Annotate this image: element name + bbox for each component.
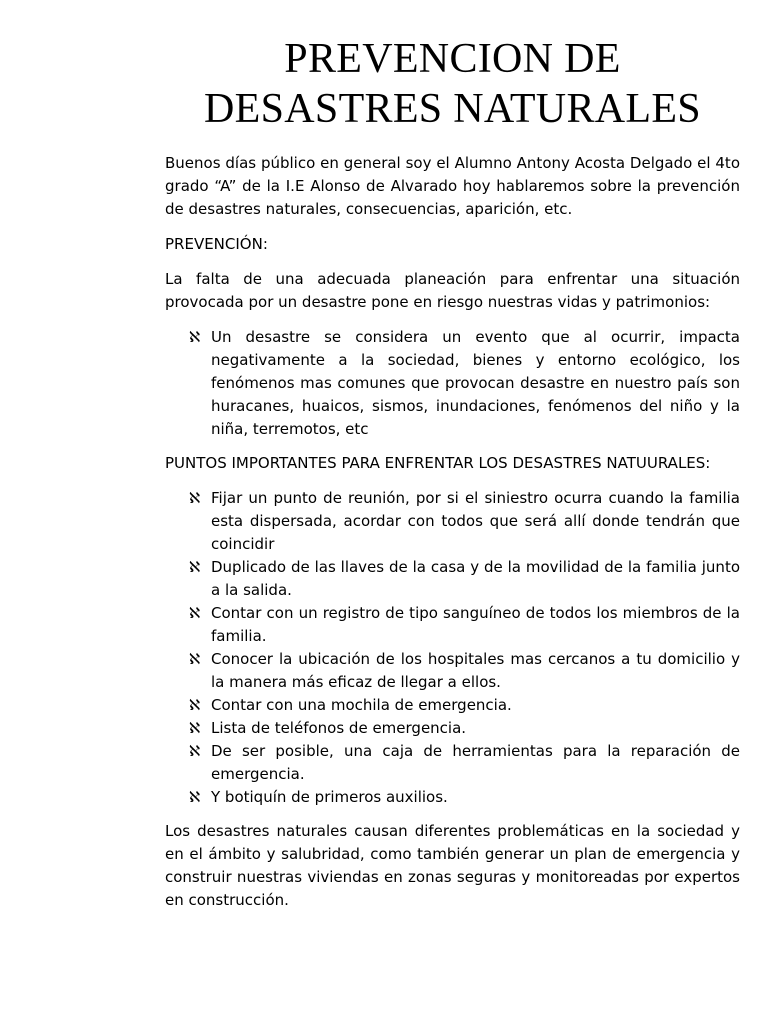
section-paragraph-prevencion: La falta de una adecuada planeación para enfrentar una situación provocada por un desastre pone en riesgo nuestras vidas y patrimonios: xyxy=(165,270,740,311)
list-item xyxy=(189,740,740,786)
section-heading-prevencion: PREVENCIÓN: xyxy=(165,235,268,253)
section-heading-puntos: PUNTOS IMPORTANTES PARA ENFRENTAR LOS DESASTRES NATUURALES: xyxy=(165,454,711,472)
list-item xyxy=(189,326,740,441)
list-item xyxy=(189,602,740,648)
list-item-text: Contar con un registro de tipo sanguíneo de todos los miembros de la familia. xyxy=(211,604,740,645)
aleph-bullet-icon: ℵ xyxy=(189,696,201,714)
list-item-text: De ser posible, una caja de herramientas para la reparación de emergencia. xyxy=(211,742,740,783)
aleph-bullet-icon: ℵ xyxy=(189,742,201,760)
document-page xyxy=(165,34,740,924)
list-item-text: Fijar un punto de reunión, por si el siniestro ocurra cuando la familia esta dispersada, acordar con todos que será allí donde tendrán que coincidir xyxy=(211,489,740,553)
list-item xyxy=(189,487,740,556)
title-line-2: DESASTRES NATURALES xyxy=(204,86,701,132)
conclusion-paragraph: Los desastres naturales causan diferentes problemáticas en la sociedad y en el ámbito y salubridad, como también generar un plan de emergencia y construir nuestras viviendas en zonas seguras y monitoreadas por expertos en construcción. xyxy=(165,822,740,909)
list-item xyxy=(189,717,740,740)
list-item xyxy=(189,786,740,809)
list-item xyxy=(189,648,740,694)
intro-paragraph: Buenos días público en general soy el Alumno Antony Acosta Delgado el 4to grado “A” de la I.E Alonso de Alvarado hoy hablaremos sobre la prevención de desastres naturales, consecuencias, aparición, etc. xyxy=(165,154,740,218)
aleph-bullet-icon: ℵ xyxy=(189,604,201,622)
aleph-bullet-icon: ℵ xyxy=(189,650,201,668)
document-title xyxy=(165,34,740,134)
aleph-bullet-icon: ℵ xyxy=(189,719,201,737)
list-item-text: Y botiquín de primeros auxilios. xyxy=(211,788,448,806)
bullet-list-prevencion xyxy=(165,326,740,441)
list-item-text: Un desastre se considera un evento que al ocurrir, impacta negativamente a la sociedad, bienes y entorno ecológico, los fenómenos mas comunes que provocan desastre en nuestro país son huracanes, huaicos, sismos, inundaciones, fenómenos del niño y la niña, terremotos, etc xyxy=(211,328,740,438)
title-line-1: PREVENCION DE xyxy=(284,36,621,82)
list-item-text: Duplicado de las llaves de la casa y de la movilidad de la familia junto a la salida. xyxy=(211,558,740,599)
aleph-bullet-icon: ℵ xyxy=(189,328,201,346)
aleph-bullet-icon: ℵ xyxy=(189,788,201,806)
list-item-text: Conocer la ubicación de los hospitales mas cercanos a tu domicilio y la manera más eficaz de llegar a ellos. xyxy=(211,650,740,691)
bullet-list-puntos xyxy=(165,487,740,809)
aleph-bullet-icon: ℵ xyxy=(189,558,201,576)
aleph-bullet-icon: ℵ xyxy=(189,489,201,507)
list-item-text: Contar con una mochila de emergencia. xyxy=(211,696,512,714)
list-item xyxy=(189,694,740,717)
list-item-text: Lista de teléfonos de emergencia. xyxy=(211,719,467,737)
list-item xyxy=(189,556,740,602)
document-body xyxy=(165,152,740,912)
